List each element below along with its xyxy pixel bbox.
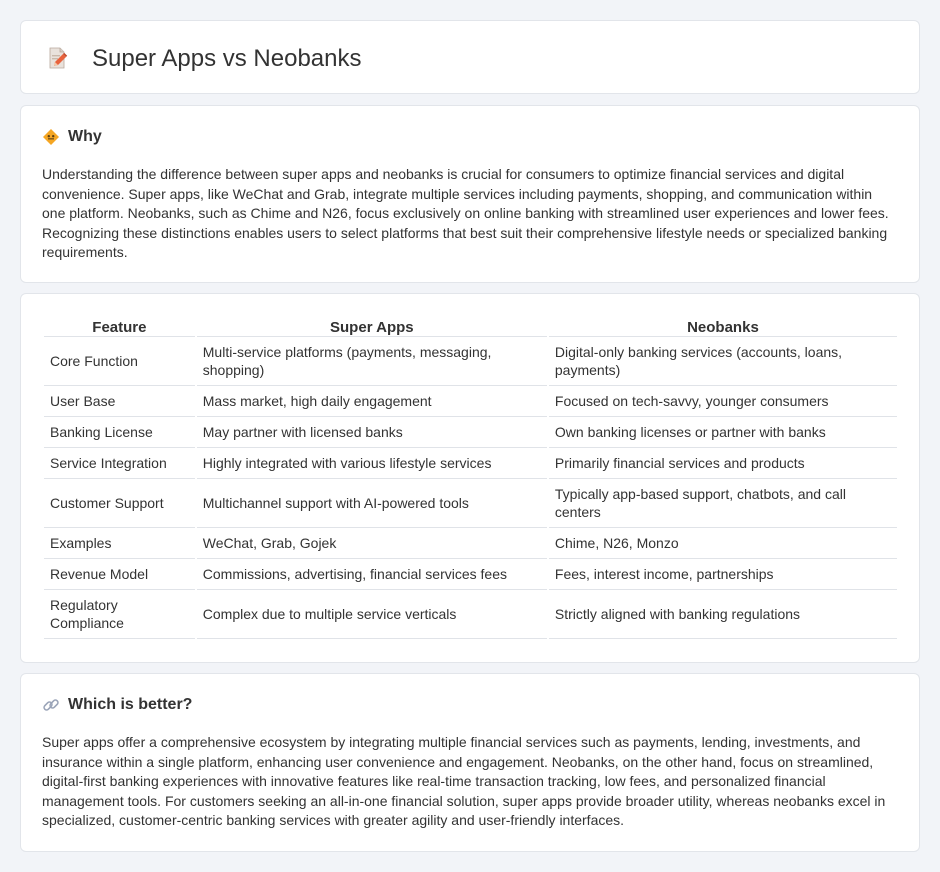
neobanks-cell: Strictly aligned with banking regulations [549, 590, 897, 639]
table-row [44, 559, 897, 590]
why-heading: Why [68, 128, 102, 145]
table-row [44, 448, 897, 479]
neobanks-cell: Chime, N26, Monzo [549, 528, 897, 559]
super-apps-cell: Complex due to multiple service verticals [197, 590, 547, 639]
table-row [44, 417, 897, 448]
link-icon [42, 696, 60, 714]
feature-cell: Core Function [44, 337, 195, 386]
comparison-table [42, 315, 899, 639]
super-apps-cell: Multi-service platforms (payments, messaging, shopping) [197, 337, 547, 386]
feature-cell: Customer Support [44, 479, 195, 528]
why-section [20, 105, 920, 283]
comparison-section [20, 293, 920, 663]
table-row [44, 479, 897, 528]
header-neobanks: Neobanks [549, 315, 897, 337]
neobanks-cell: Primarily financial services and products [549, 448, 897, 479]
neobanks-cell: Fees, interest income, partnerships [549, 559, 897, 590]
super-apps-cell: Commissions, advertising, financial services fees [197, 559, 547, 590]
better-heading-row [42, 694, 192, 716]
better-body: Super apps offer a comprehensive ecosystem by integrating multiple financial services such as payments, lending, investments, and insurance within a single platform, enhancing user convenience and engagement. Neobanks, on the other hand, focus on streamlined, digital-first banking experiences with innovative features like real-time transaction tracking, low fees, and personalized financial management tools. For customers seeking an all-in-one financial solution, super apps provide broader utility, whereas neobanks excel in specialized, customer-centric banking services with greater agility and user-friendly interfaces. [42, 734, 886, 829]
table-row [44, 528, 897, 559]
warning-diamond-icon [42, 128, 60, 146]
table-header-row [44, 315, 897, 337]
feature-cell: Regulatory Compliance [44, 590, 195, 639]
neobanks-cell: Focused on tech-savvy, younger consumers [549, 386, 897, 417]
why-heading-row [42, 126, 102, 148]
document-pencil-icon [45, 46, 69, 70]
header-feature: Feature [44, 315, 195, 337]
super-apps-cell: Highly integrated with various lifestyle services [197, 448, 547, 479]
neobanks-cell: Typically app-based support, chatbots, and call centers [549, 479, 897, 528]
feature-cell: Banking License [44, 417, 195, 448]
table-row [44, 337, 897, 386]
header-super-apps: Super Apps [197, 315, 547, 337]
title-card [20, 20, 920, 94]
feature-cell: Examples [44, 528, 195, 559]
why-body: Understanding the difference between super apps and neobanks is crucial for consumers to optimize financial services and digital convenience. Super apps, like WeChat and Grab, integrate multiple services including payments, shopping, and communication within one platform. Neobanks, such as Chime and N26, focus exclusively on online banking with streamlined user experiences and lower fees. Recognizing these distinctions enables users to select platforms that best suit their comprehensive lifestyle needs or specialized banking requirements. [42, 166, 889, 261]
better-heading: Which is better? [68, 696, 193, 713]
feature-cell: Revenue Model [44, 559, 195, 590]
neobanks-cell: Own banking licenses or partner with banks [549, 417, 897, 448]
which-is-better-section [20, 673, 920, 852]
super-apps-cell: Mass market, high daily engagement [197, 386, 547, 417]
super-apps-cell: WeChat, Grab, Gojek [197, 528, 547, 559]
feature-cell: User Base [44, 386, 195, 417]
neobanks-cell: Digital-only banking services (accounts, loans, payments) [549, 337, 897, 386]
table-row [44, 386, 897, 417]
super-apps-cell: Multichannel support with AI-powered tools [197, 479, 547, 528]
super-apps-cell: May partner with licensed banks [197, 417, 547, 448]
table-row [44, 590, 897, 639]
page-title: Super Apps vs Neobanks [92, 45, 362, 72]
feature-cell: Service Integration [44, 448, 195, 479]
